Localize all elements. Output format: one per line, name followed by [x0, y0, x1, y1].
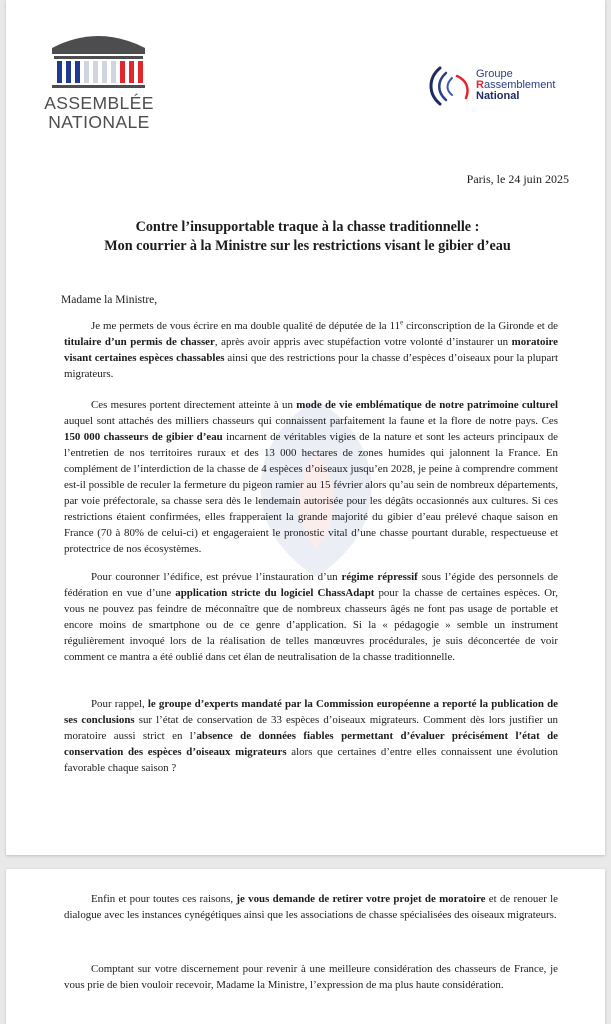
letter-date: Paris, le 24 juin 2025: [466, 172, 569, 186]
p4-bold-d: absence de données fiables permettant d’évaluer précisément l’état de conservation des espèces d’oiseaux migrateurs: [64, 730, 558, 758]
p2-bold-b: mode de vie emblématique de notre patrimoine culturel: [296, 399, 558, 411]
assemblee-logo-text: [39, 94, 159, 132]
letter-page-1: [6, 0, 605, 855]
p4-bold-b: le groupe d’experts mandaté par la Commission européenne a reporté la publication de ses conclusions: [64, 698, 558, 726]
rn-flame-emblem-icon: [426, 64, 472, 106]
p1-text-b: circonscription de la Gironde et de: [403, 320, 559, 332]
groupe-rn-logo: [426, 60, 576, 110]
p3-text-e: pour la chasse de certaines espèces. Or, vous ne pouvez pas feindre de méconnaître que de nombreux chasseurs âgés ne font pas usage de portable et encore moins de smartphone ou de ce genre d’application. Si la « pédagogie » semble un instrument régulièrement invoqué lors de la réalisation de telles manœuvres procédurales, je suis déconcertée de voir comment ce mantra a été oublié dans cet élan de neutralisation de la chasse traditionnelle.: [64, 587, 558, 663]
paragraph-1: [64, 318, 558, 382]
p3-bold-b: régime répressif: [341, 571, 418, 583]
p2-text-e: incarnent de véritables vigies de la nature et sont les acteurs principaux de l’entretien de nos territoires ruraux et des 13 000 hectares de zones humides qui jalonnent la France. En complément de l’interdiction de la chasse de 4 espèces d’oiseaux jusqu’en 2028, je peine à comprendre comment est-il possible de reculer la fermeture du pigeon ramier au 15 février alors qu’au sein de nombreux départements, par voie préfectorale, sa chasse sera dès le lendemain autorisée pour les dégâts occasionnés aux cultures. Si ces restrictions étaient confirmées, elles frapperaient la grande majorité du gibier d’eau prélevé chaque saison en France (70 à 80% de celui-ci) et engageraient le pronostic vital d’une chasse pourtant durable, respectueuse et protectrice de nos écosystèmes.: [64, 431, 559, 555]
paragraph-3: [64, 569, 558, 665]
p2-text-c: auquel sont attachés des milliers chasseurs qui connaissent parfaitement la faune et la flore de notre pays. Ces: [64, 415, 558, 427]
rn-logo-line1: Groupe: [476, 68, 513, 80]
p3-text-c: sous l’égide des personnels de fédération en vue d’une: [64, 571, 559, 599]
assemblee-hemicycle-emblem-icon: [42, 28, 155, 90]
assemblee-nationale-logo: [39, 28, 159, 138]
letter-page-2: [6, 869, 605, 1024]
p5-bold-b: je vous demande de retirer votre projet de moratoire: [236, 893, 486, 905]
letter-title: [36, 218, 579, 256]
rn-logo-text: [476, 69, 556, 102]
paragraph-5: [64, 891, 558, 923]
p3-bold-d: application stricte du logiciel ChassAdapt: [175, 587, 375, 599]
p1-bold-e: moratoire visant certaines espèces chassables: [64, 336, 558, 364]
p5-text-a: Enfin et pour toutes ces raisons,: [91, 893, 237, 905]
p1-bold-c: titulaire d’un permis de chasser: [64, 336, 215, 348]
p6-text-a: Comptant sur votre discernement pour revenir à une meilleure considération des chasseurs de France, je vous prie de bien vouloir recevoir, Madame la Ministre, l’expression de ma plus haute considération.: [64, 963, 558, 991]
p1-superscript: e: [400, 318, 404, 327]
p1-text-d: , après avoir appris avec stupéfaction votre volonté d’instaurer un: [214, 336, 512, 348]
p4-text-e: alors que certaines d’entre elles connaissent une évolution favorable chaque saison ?: [64, 746, 558, 774]
paragraph-6: [64, 961, 558, 993]
p1-text-f: ainsi que des restrictions pour la chasse d’espèces d’oiseaux pour la plupart migrateurs.: [64, 352, 559, 380]
paragraph-2: [64, 397, 558, 557]
assemblee-logo-line1: ASSEMBLÉE: [44, 93, 154, 113]
p4-text-a: Pour rappel,: [91, 698, 148, 710]
p1-text-a: Je me permets de vous écrire en ma double qualité de députée de la 11: [91, 320, 401, 332]
rn-logo-line3: National: [476, 90, 520, 102]
assemblee-logo-line2: NATIONALE: [48, 112, 150, 132]
p4-text-c: sur l’état de conservation de 33 espèces d’oiseaux migrateurs. Comment dès lors justifier un moratoire aussi strict en l’: [64, 714, 559, 742]
letter-title-line2: Mon courrier à la Ministre sur les restrictions visant le gibier d’eau: [104, 238, 511, 254]
salutation: Madame la Ministre,: [61, 294, 158, 306]
paragraph-4: [64, 696, 558, 776]
p2-text-a: Ces mesures portent directement atteinte à un: [91, 399, 297, 411]
p3-text-a: Pour couronner l’édifice, est prévue l’instauration d’un: [91, 571, 342, 583]
p2-bold-d: 150 000 chasseurs de gibier d’eau: [64, 431, 223, 443]
rn-logo-line2-rest: assemblement: [483, 79, 556, 91]
letter-title-line1: Contre l’insupportable traque à la chasse traditionnelle :: [135, 219, 480, 235]
rn-logo-line2-initial: R: [476, 79, 484, 91]
p5-text-c: et de renouer le dialogue avec les instances cynégétiques ainsi que les associations de chasse spécialisées des oiseaux migrateurs.: [64, 893, 558, 921]
